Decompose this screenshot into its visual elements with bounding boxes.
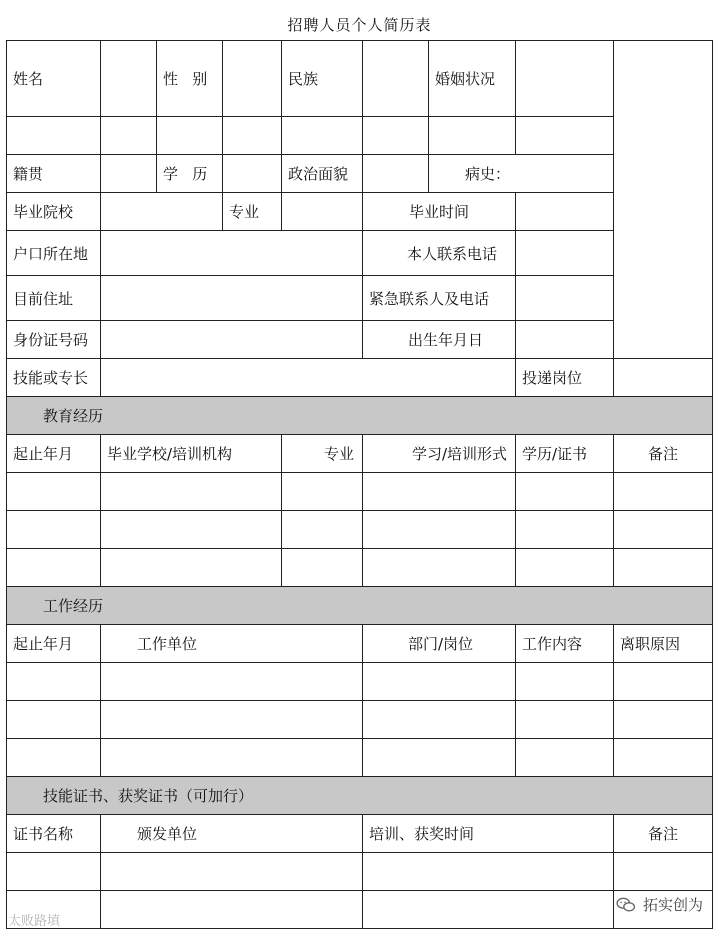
cell[interactable] [516,701,614,739]
label-position: 投递岗位 [516,359,614,397]
label-native-place: 籍贯 [7,155,101,193]
field-gender[interactable] [223,41,282,117]
label-political: 政治面貌 [282,155,363,193]
cell[interactable] [614,473,713,511]
table-row [7,549,713,587]
col-edu-major: 专业 [282,435,363,473]
col-edu-degree: 学历/证书 [516,435,614,473]
cell[interactable] [101,739,363,777]
field-emergency[interactable] [516,276,614,321]
label-id-number: 身份证号码 [7,321,101,359]
col-edu-period: 起止年月 [7,435,101,473]
field-education[interactable] [223,155,282,193]
cell[interactable] [614,739,713,777]
blank-cell[interactable] [429,117,516,155]
field-political[interactable] [363,155,429,193]
label-hukou: 户口所在地 [7,231,101,276]
label-ethnicity: 民族 [282,41,363,117]
col-edu-form: 学习/培训形式 [363,435,516,473]
wechat-icon [615,897,637,913]
col-edu-school: 毕业学校/培训机构 [101,435,282,473]
section-education: 教育经历 [7,397,713,435]
cell[interactable] [282,473,363,511]
watermark-right-text: 拓实创为 [642,896,703,914]
blank-cell[interactable] [282,117,363,155]
col-edu-remark: 备注 [614,435,713,473]
cell[interactable] [516,473,614,511]
page-title: 招聘人员个人简历表 [287,16,432,34]
field-ethnicity[interactable] [363,41,429,117]
cell[interactable] [516,739,614,777]
table-row [7,853,713,891]
label-grad-time: 毕业时间 [363,193,516,231]
label-marital: 婚姻状况 [429,41,516,117]
cell[interactable] [614,549,713,587]
table-row [7,891,713,929]
blank-cell[interactable] [363,117,429,155]
section-certs: 技能证书、获奖证书（可加行） [7,777,713,815]
cell[interactable] [614,511,713,549]
cell[interactable] [363,891,614,929]
label-gender: 性 别 [157,41,223,117]
table-row [7,663,713,701]
field-position[interactable] [614,359,713,397]
col-cert-name: 证书名称 [7,815,101,853]
label-medical-history: 病史： [429,155,614,193]
field-skills[interactable] [101,359,516,397]
field-marital[interactable] [516,41,614,117]
cell[interactable] [614,853,713,891]
cell[interactable] [101,853,363,891]
cell[interactable] [363,663,516,701]
field-name[interactable] [101,41,157,117]
cell[interactable] [101,549,282,587]
cell[interactable] [516,511,614,549]
table-row [7,473,713,511]
photo-box[interactable] [614,41,713,359]
resume-form [6,40,713,929]
label-phone: 本人联系电话 [363,231,516,276]
field-grad-time[interactable] [516,193,614,231]
table-row [7,701,713,739]
cell[interactable] [7,701,101,739]
field-address[interactable] [101,276,363,321]
cell[interactable] [7,473,101,511]
cell[interactable] [101,663,363,701]
blank-cell[interactable] [223,117,282,155]
field-phone[interactable] [516,231,614,276]
cell[interactable] [7,663,101,701]
col-work-period: 起止年月 [7,625,101,663]
cell[interactable] [363,701,516,739]
cell[interactable] [101,891,363,929]
label-school: 毕业院校 [7,193,101,231]
label-emergency: 紧急联系人及电话 [363,276,516,321]
col-work-content: 工作内容 [516,625,614,663]
field-id-number[interactable] [101,321,363,359]
col-work-reason: 离职原因 [614,625,713,663]
cell[interactable] [614,663,713,701]
cell[interactable] [7,511,101,549]
blank-cell[interactable] [516,117,614,155]
section-work: 工作经历 [7,587,713,625]
cell[interactable] [363,549,516,587]
label-skills: 技能或专长 [7,359,101,397]
blank-cell[interactable] [7,117,101,155]
label-name: 姓名 [7,41,101,117]
blank-cell[interactable] [101,117,157,155]
field-native-place[interactable] [101,155,157,193]
label-address: 目前住址 [7,276,101,321]
cell[interactable] [7,739,101,777]
cell[interactable] [282,549,363,587]
cell[interactable] [101,511,282,549]
table-row [7,511,713,549]
cell[interactable] [614,701,713,739]
cell[interactable] [7,549,101,587]
col-cert-time: 培训、获奖时间 [363,815,614,853]
field-hukou[interactable] [101,231,363,276]
cell[interactable] [516,663,614,701]
table-row [7,739,713,777]
cell[interactable] [282,511,363,549]
field-birthdate[interactable] [516,321,614,359]
field-school[interactable] [101,193,223,231]
cell[interactable] [363,739,516,777]
cell[interactable] [101,701,363,739]
label-major: 专业 [223,193,282,231]
col-cert-remark: 备注 [614,815,713,853]
cell[interactable] [7,853,101,891]
cell[interactable] [516,549,614,587]
field-major[interactable] [282,193,363,231]
col-work-employer: 工作单位 [101,625,363,663]
cell[interactable] [363,473,516,511]
cell[interactable] [101,473,282,511]
col-work-dept: 部门/岗位 [363,625,516,663]
watermark-right [615,894,703,915]
label-education: 学 历 [157,155,223,193]
cell[interactable] [363,511,516,549]
watermark-left: 太败路填 [8,914,61,929]
label-birthdate: 出生年月日 [363,321,516,359]
cell[interactable] [363,853,614,891]
blank-cell[interactable] [157,117,223,155]
col-cert-issuer: 颁发单位 [101,815,363,853]
